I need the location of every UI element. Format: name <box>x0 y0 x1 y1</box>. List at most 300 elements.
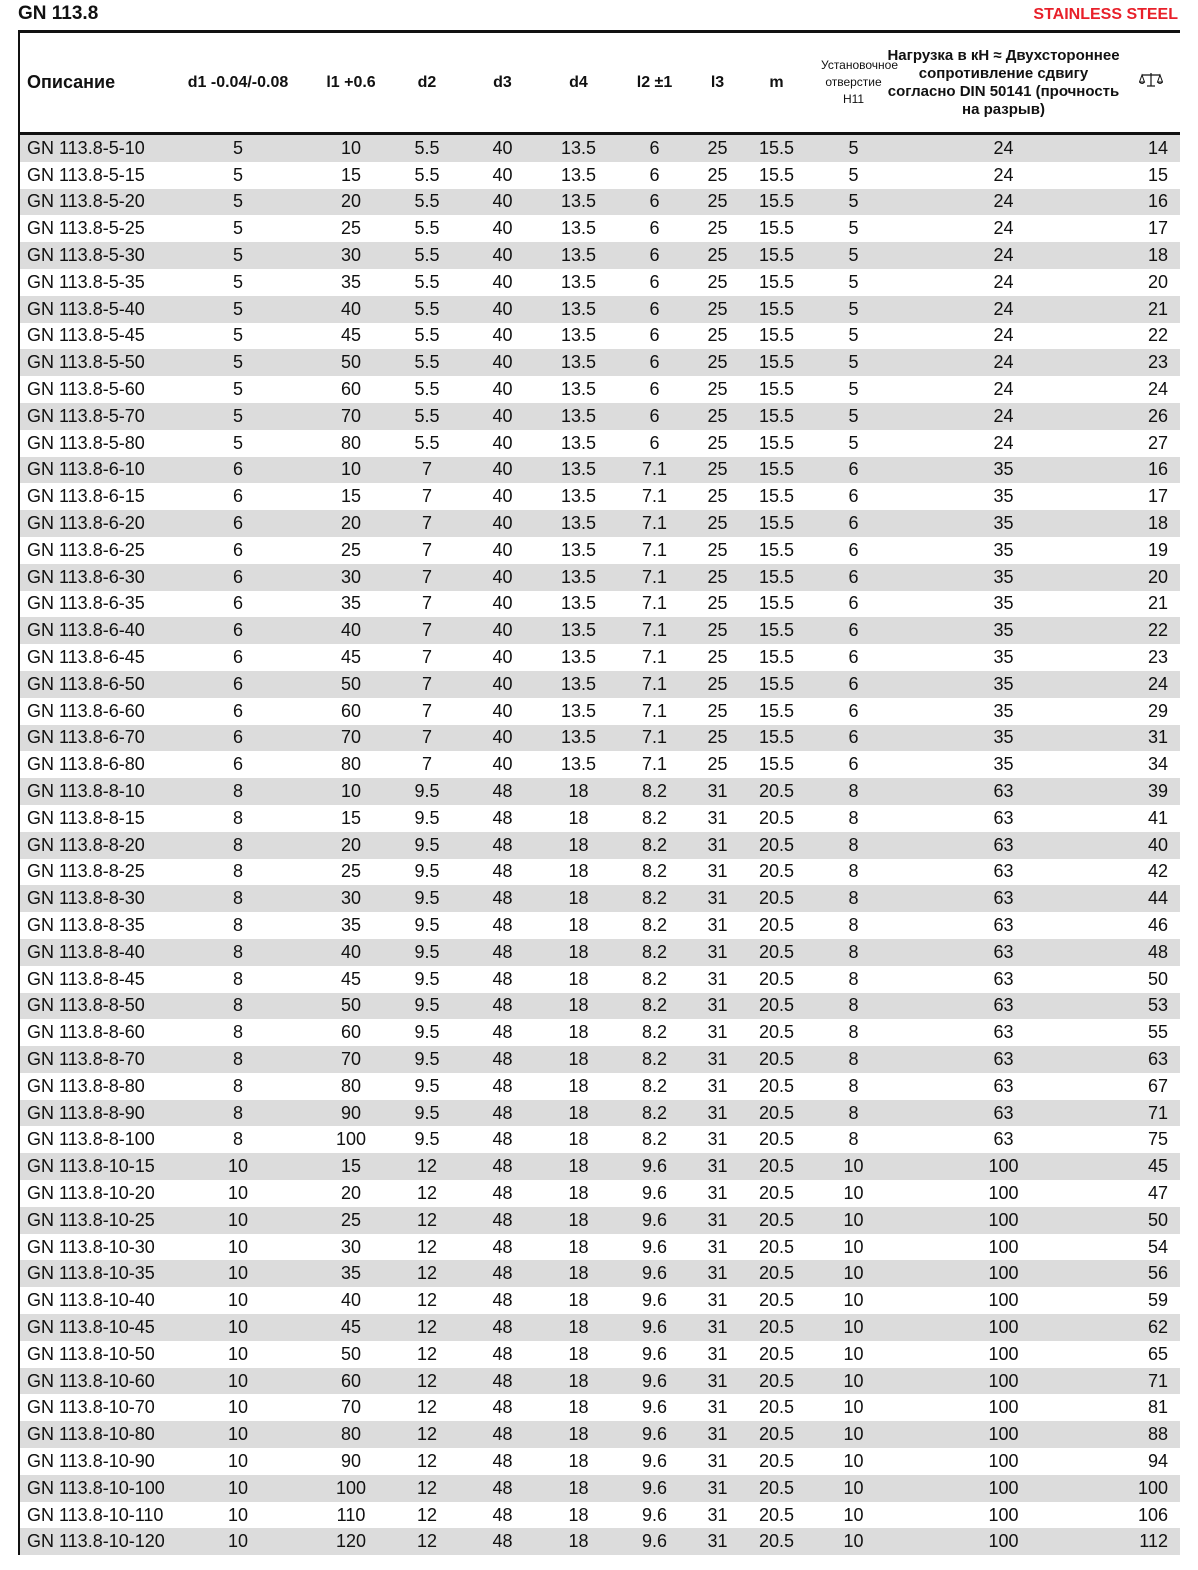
cell-weight: 18 <box>1121 242 1180 269</box>
table-row <box>19 1341 1180 1368</box>
cell-mounting-hole: 5 <box>821 134 886 162</box>
cell-mounting-hole: 6 <box>821 725 886 752</box>
cell-load: 24 <box>886 403 1121 430</box>
table-row <box>19 912 1180 939</box>
cell-load: 63 <box>886 1073 1121 1100</box>
scale-icon <box>1139 75 1163 92</box>
cell-d4: 13.5 <box>551 242 606 269</box>
cell-mounting-hole: 10 <box>821 1394 886 1421</box>
cell-d1: 6 <box>174 537 302 564</box>
col-header-d1: d1 -0.04/-0.08 <box>174 32 302 134</box>
cell-m: 15.5 <box>732 564 821 591</box>
table-row <box>19 725 1180 752</box>
cell-mounting-hole: 6 <box>821 644 886 671</box>
material-tag: STAINLESS STEEL <box>1033 6 1178 23</box>
cell-d4: 18 <box>551 1421 606 1448</box>
cell-m: 20.5 <box>732 1528 821 1555</box>
cell-m: 20.5 <box>732 1502 821 1529</box>
cell-description: GN 113.8-5-80 <box>19 430 174 457</box>
cell-d1: 5 <box>174 242 302 269</box>
cell-d1: 8 <box>174 1046 302 1073</box>
cell-l2: 9.6 <box>606 1153 703 1180</box>
cell-l2: 8.2 <box>606 832 703 859</box>
cell-load: 35 <box>886 725 1121 752</box>
cell-description: GN 113.8-6-25 <box>19 537 174 564</box>
table-row <box>19 1019 1180 1046</box>
table-row <box>19 1421 1180 1448</box>
cell-weight: 65 <box>1121 1341 1180 1368</box>
cell-mounting-hole: 5 <box>821 215 886 242</box>
cell-l1: 110 <box>302 1502 400 1529</box>
cell-d3: 40 <box>454 323 551 350</box>
cell-l3: 25 <box>703 269 732 296</box>
cell-d3: 48 <box>454 859 551 886</box>
cell-d3: 40 <box>454 751 551 778</box>
cell-load: 35 <box>886 617 1121 644</box>
table-row <box>19 1260 1180 1287</box>
cell-d1: 10 <box>174 1421 302 1448</box>
cell-description: GN 113.8-6-60 <box>19 698 174 725</box>
table-row <box>19 993 1180 1020</box>
cell-d3: 48 <box>454 1368 551 1395</box>
cell-d1: 5 <box>174 215 302 242</box>
cell-l2: 6 <box>606 376 703 403</box>
cell-d1: 8 <box>174 1073 302 1100</box>
cell-l1: 35 <box>302 912 400 939</box>
cell-d1: 5 <box>174 296 302 323</box>
cell-d4: 13.5 <box>551 457 606 484</box>
cell-l3: 25 <box>703 242 732 269</box>
cell-d4: 18 <box>551 1126 606 1153</box>
cell-l2: 9.6 <box>606 1394 703 1421</box>
cell-mounting-hole: 8 <box>821 939 886 966</box>
cell-description: GN 113.8-6-45 <box>19 644 174 671</box>
cell-d4: 18 <box>551 912 606 939</box>
cell-d1: 8 <box>174 939 302 966</box>
cell-m: 20.5 <box>732 1421 821 1448</box>
cell-d3: 40 <box>454 242 551 269</box>
cell-d3: 48 <box>454 1046 551 1073</box>
cell-d3: 48 <box>454 1287 551 1314</box>
cell-l3: 31 <box>703 939 732 966</box>
cell-load: 24 <box>886 430 1121 457</box>
cell-load: 100 <box>886 1475 1121 1502</box>
cell-d4: 18 <box>551 1368 606 1395</box>
cell-m: 15.5 <box>732 403 821 430</box>
cell-description: GN 113.8-5-15 <box>19 162 174 189</box>
cell-d4: 13.5 <box>551 376 606 403</box>
cell-l1: 50 <box>302 671 400 698</box>
cell-weight: 50 <box>1121 1207 1180 1234</box>
cell-d3: 48 <box>454 778 551 805</box>
cell-d2: 7 <box>400 725 454 752</box>
cell-description: GN 113.8-10-100 <box>19 1475 174 1502</box>
cell-d1: 6 <box>174 510 302 537</box>
cell-description: GN 113.8-8-35 <box>19 912 174 939</box>
cell-d3: 48 <box>454 1234 551 1261</box>
cell-mounting-hole: 10 <box>821 1153 886 1180</box>
col-header-mounting-hole: Установочное отверстие H11 <box>821 32 886 134</box>
cell-mounting-hole: 8 <box>821 1046 886 1073</box>
cell-d4: 18 <box>551 1180 606 1207</box>
cell-d3: 48 <box>454 912 551 939</box>
cell-l2: 8.2 <box>606 885 703 912</box>
cell-weight: 41 <box>1121 805 1180 832</box>
cell-d2: 12 <box>400 1421 454 1448</box>
cell-d3: 48 <box>454 885 551 912</box>
cell-load: 100 <box>886 1394 1121 1421</box>
cell-l1: 70 <box>302 403 400 430</box>
cell-d2: 12 <box>400 1260 454 1287</box>
cell-weight: 106 <box>1121 1502 1180 1529</box>
cell-load: 63 <box>886 1100 1121 1127</box>
cell-d4: 18 <box>551 1341 606 1368</box>
cell-d1: 6 <box>174 457 302 484</box>
cell-l3: 31 <box>703 1341 732 1368</box>
table-row <box>19 698 1180 725</box>
cell-m: 15.5 <box>732 269 821 296</box>
cell-mounting-hole: 10 <box>821 1528 886 1555</box>
cell-weight: 21 <box>1121 591 1180 618</box>
cell-mounting-hole: 10 <box>821 1502 886 1529</box>
cell-l1: 80 <box>302 751 400 778</box>
cell-l2: 6 <box>606 403 703 430</box>
cell-d3: 48 <box>454 939 551 966</box>
cell-m: 15.5 <box>732 671 821 698</box>
cell-m: 20.5 <box>732 966 821 993</box>
cell-l3: 31 <box>703 1260 732 1287</box>
cell-description: GN 113.8-6-30 <box>19 564 174 591</box>
cell-m: 15.5 <box>732 242 821 269</box>
cell-d1: 6 <box>174 564 302 591</box>
cell-load: 100 <box>886 1502 1121 1529</box>
cell-l3: 25 <box>703 725 732 752</box>
cell-d2: 12 <box>400 1448 454 1475</box>
cell-d2: 9.5 <box>400 1100 454 1127</box>
cell-d2: 9.5 <box>400 1073 454 1100</box>
cell-description: GN 113.8-10-120 <box>19 1528 174 1555</box>
cell-l1: 10 <box>302 134 400 162</box>
cell-d4: 18 <box>551 1019 606 1046</box>
cell-d3: 40 <box>454 376 551 403</box>
cell-d4: 13.5 <box>551 269 606 296</box>
cell-description: GN 113.8-6-70 <box>19 725 174 752</box>
cell-l3: 31 <box>703 1207 732 1234</box>
cell-l1: 50 <box>302 349 400 376</box>
cell-load: 100 <box>886 1448 1121 1475</box>
cell-d2: 7 <box>400 644 454 671</box>
cell-l1: 90 <box>302 1448 400 1475</box>
cell-d2: 12 <box>400 1234 454 1261</box>
cell-m: 15.5 <box>732 537 821 564</box>
cell-m: 20.5 <box>732 1314 821 1341</box>
cell-l3: 25 <box>703 376 732 403</box>
cell-mounting-hole: 10 <box>821 1287 886 1314</box>
cell-weight: 14 <box>1121 134 1180 162</box>
cell-mounting-hole: 8 <box>821 832 886 859</box>
cell-weight: 34 <box>1121 751 1180 778</box>
col-header-l3: l3 <box>703 32 732 134</box>
cell-l2: 9.6 <box>606 1448 703 1475</box>
cell-d2: 9.5 <box>400 832 454 859</box>
table-row <box>19 1126 1180 1153</box>
cell-l1: 15 <box>302 805 400 832</box>
cell-d4: 18 <box>551 1287 606 1314</box>
cell-l2: 7.1 <box>606 617 703 644</box>
cell-weight: 56 <box>1121 1260 1180 1287</box>
cell-d2: 12 <box>400 1502 454 1529</box>
cell-l1: 30 <box>302 1234 400 1261</box>
cell-description: GN 113.8-6-35 <box>19 591 174 618</box>
cell-weight: 23 <box>1121 644 1180 671</box>
cell-m: 15.5 <box>732 483 821 510</box>
table-row <box>19 483 1180 510</box>
cell-l3: 25 <box>703 671 732 698</box>
cell-l3: 25 <box>703 134 732 162</box>
cell-d3: 40 <box>454 510 551 537</box>
cell-load: 24 <box>886 376 1121 403</box>
cell-d2: 12 <box>400 1341 454 1368</box>
cell-l3: 25 <box>703 162 732 189</box>
cell-d4: 13.5 <box>551 189 606 216</box>
cell-d2: 5.5 <box>400 242 454 269</box>
cell-m: 20.5 <box>732 1394 821 1421</box>
cell-m: 20.5 <box>732 1475 821 1502</box>
cell-mounting-hole: 5 <box>821 323 886 350</box>
cell-d2: 12 <box>400 1475 454 1502</box>
cell-d2: 9.5 <box>400 859 454 886</box>
cell-d4: 18 <box>551 1046 606 1073</box>
cell-l3: 31 <box>703 859 732 886</box>
cell-weight: 45 <box>1121 1153 1180 1180</box>
cell-l2: 6 <box>606 296 703 323</box>
cell-l2: 8.2 <box>606 1100 703 1127</box>
cell-l2: 7.1 <box>606 457 703 484</box>
cell-l2: 9.6 <box>606 1368 703 1395</box>
cell-load: 35 <box>886 483 1121 510</box>
cell-l1: 100 <box>302 1475 400 1502</box>
cell-mounting-hole: 10 <box>821 1234 886 1261</box>
cell-l1: 25 <box>302 859 400 886</box>
cell-l3: 31 <box>703 993 732 1020</box>
cell-m: 20.5 <box>732 1287 821 1314</box>
cell-load: 24 <box>886 189 1121 216</box>
cell-weight: 17 <box>1121 215 1180 242</box>
cell-l2: 6 <box>606 215 703 242</box>
cell-description: GN 113.8-6-80 <box>19 751 174 778</box>
cell-d1: 10 <box>174 1368 302 1395</box>
cell-d3: 40 <box>454 430 551 457</box>
cell-l3: 25 <box>703 296 732 323</box>
cell-l2: 9.6 <box>606 1287 703 1314</box>
cell-d2: 7 <box>400 617 454 644</box>
cell-l3: 25 <box>703 698 732 725</box>
cell-weight: 46 <box>1121 912 1180 939</box>
cell-description: GN 113.8-10-25 <box>19 1207 174 1234</box>
cell-m: 20.5 <box>732 1260 821 1287</box>
cell-m: 20.5 <box>732 1046 821 1073</box>
cell-m: 20.5 <box>732 1234 821 1261</box>
cell-l2: 7.1 <box>606 698 703 725</box>
cell-mounting-hole: 6 <box>821 591 886 618</box>
cell-m: 20.5 <box>732 832 821 859</box>
cell-description: GN 113.8-8-80 <box>19 1073 174 1100</box>
table-row <box>19 510 1180 537</box>
cell-m: 15.5 <box>732 644 821 671</box>
cell-load: 24 <box>886 162 1121 189</box>
cell-weight: 71 <box>1121 1100 1180 1127</box>
cell-d3: 48 <box>454 1528 551 1555</box>
cell-l1: 15 <box>302 1153 400 1180</box>
cell-m: 20.5 <box>732 885 821 912</box>
cell-load: 24 <box>886 296 1121 323</box>
table-row <box>19 376 1180 403</box>
cell-d4: 13.5 <box>551 430 606 457</box>
cell-d3: 48 <box>454 1502 551 1529</box>
cell-d2: 7 <box>400 751 454 778</box>
cell-l2: 7.1 <box>606 564 703 591</box>
cell-d4: 18 <box>551 966 606 993</box>
cell-l3: 25 <box>703 403 732 430</box>
cell-d2: 9.5 <box>400 939 454 966</box>
cell-l3: 25 <box>703 510 732 537</box>
cell-d2: 9.5 <box>400 966 454 993</box>
cell-l1: 60 <box>302 376 400 403</box>
cell-load: 100 <box>886 1341 1121 1368</box>
cell-mounting-hole: 8 <box>821 1126 886 1153</box>
cell-d4: 13.5 <box>551 296 606 323</box>
cell-d3: 48 <box>454 1153 551 1180</box>
cell-description: GN 113.8-5-40 <box>19 296 174 323</box>
cell-l1: 45 <box>302 1314 400 1341</box>
cell-d1: 10 <box>174 1475 302 1502</box>
cell-load: 24 <box>886 134 1121 162</box>
table-row <box>19 537 1180 564</box>
cell-l1: 40 <box>302 1287 400 1314</box>
cell-description: GN 113.8-6-15 <box>19 483 174 510</box>
cell-d3: 40 <box>454 591 551 618</box>
cell-description: GN 113.8-10-40 <box>19 1287 174 1314</box>
cell-mounting-hole: 8 <box>821 912 886 939</box>
cell-d3: 48 <box>454 832 551 859</box>
cell-d3: 40 <box>454 162 551 189</box>
col-header-weight <box>1121 32 1180 134</box>
cell-d4: 18 <box>551 1528 606 1555</box>
cell-weight: 48 <box>1121 939 1180 966</box>
cell-l2: 9.6 <box>606 1341 703 1368</box>
cell-l1: 40 <box>302 296 400 323</box>
cell-d1: 8 <box>174 912 302 939</box>
cell-l2: 9.6 <box>606 1207 703 1234</box>
cell-description: GN 113.8-5-60 <box>19 376 174 403</box>
cell-l2: 7.1 <box>606 483 703 510</box>
cell-description: GN 113.8-8-20 <box>19 832 174 859</box>
cell-d2: 7 <box>400 510 454 537</box>
cell-l3: 25 <box>703 215 732 242</box>
cell-weight: 15 <box>1121 162 1180 189</box>
cell-d2: 7 <box>400 591 454 618</box>
cell-d3: 40 <box>454 215 551 242</box>
cell-l1: 60 <box>302 698 400 725</box>
cell-weight: 42 <box>1121 859 1180 886</box>
cell-load: 100 <box>886 1421 1121 1448</box>
cell-d2: 12 <box>400 1368 454 1395</box>
cell-d4: 13.5 <box>551 483 606 510</box>
cell-m: 15.5 <box>732 430 821 457</box>
cell-l3: 25 <box>703 617 732 644</box>
cell-d4: 18 <box>551 1207 606 1234</box>
cell-l2: 7.1 <box>606 644 703 671</box>
cell-m: 20.5 <box>732 1180 821 1207</box>
cell-l3: 31 <box>703 1475 732 1502</box>
cell-l2: 9.6 <box>606 1180 703 1207</box>
cell-l1: 70 <box>302 1046 400 1073</box>
cell-mounting-hole: 6 <box>821 751 886 778</box>
cell-l3: 31 <box>703 1368 732 1395</box>
cell-l3: 31 <box>703 1421 732 1448</box>
table-row <box>19 323 1180 350</box>
col-header-description: Описание <box>19 32 174 134</box>
cell-mounting-hole: 10 <box>821 1180 886 1207</box>
cell-load: 24 <box>886 269 1121 296</box>
cell-load: 63 <box>886 1126 1121 1153</box>
cell-m: 20.5 <box>732 1073 821 1100</box>
cell-d4: 13.5 <box>551 162 606 189</box>
cell-m: 15.5 <box>732 134 821 162</box>
cell-description: GN 113.8-5-10 <box>19 134 174 162</box>
cell-load: 63 <box>886 1019 1121 1046</box>
table-row <box>19 671 1180 698</box>
cell-m: 15.5 <box>732 698 821 725</box>
cell-l1: 35 <box>302 1260 400 1287</box>
cell-description: GN 113.8-10-90 <box>19 1448 174 1475</box>
cell-d1: 6 <box>174 751 302 778</box>
cell-weight: 67 <box>1121 1073 1180 1100</box>
cell-d1: 8 <box>174 859 302 886</box>
cell-l2: 8.2 <box>606 1019 703 1046</box>
col-header-d2: d2 <box>400 32 454 134</box>
cell-d2: 7 <box>400 698 454 725</box>
table-row <box>19 832 1180 859</box>
table-row <box>19 1100 1180 1127</box>
cell-l1: 45 <box>302 323 400 350</box>
cell-d1: 5 <box>174 189 302 216</box>
cell-weight: 81 <box>1121 1394 1180 1421</box>
cell-weight: 19 <box>1121 537 1180 564</box>
cell-d2: 5.5 <box>400 403 454 430</box>
cell-l2: 9.6 <box>606 1314 703 1341</box>
cell-d1: 6 <box>174 725 302 752</box>
cell-description: GN 113.8-6-50 <box>19 671 174 698</box>
cell-d1: 10 <box>174 1234 302 1261</box>
cell-l1: 80 <box>302 1421 400 1448</box>
cell-d3: 48 <box>454 1019 551 1046</box>
cell-l1: 10 <box>302 457 400 484</box>
cell-l1: 20 <box>302 189 400 216</box>
cell-load: 35 <box>886 510 1121 537</box>
cell-d2: 12 <box>400 1287 454 1314</box>
cell-l1: 60 <box>302 1019 400 1046</box>
table-row <box>19 189 1180 216</box>
cell-weight: 24 <box>1121 671 1180 698</box>
cell-m: 20.5 <box>732 939 821 966</box>
cell-d4: 18 <box>551 885 606 912</box>
specification-table <box>18 30 1180 1555</box>
cell-l2: 6 <box>606 242 703 269</box>
cell-load: 100 <box>886 1180 1121 1207</box>
table-row <box>19 1073 1180 1100</box>
cell-weight: 100 <box>1121 1475 1180 1502</box>
